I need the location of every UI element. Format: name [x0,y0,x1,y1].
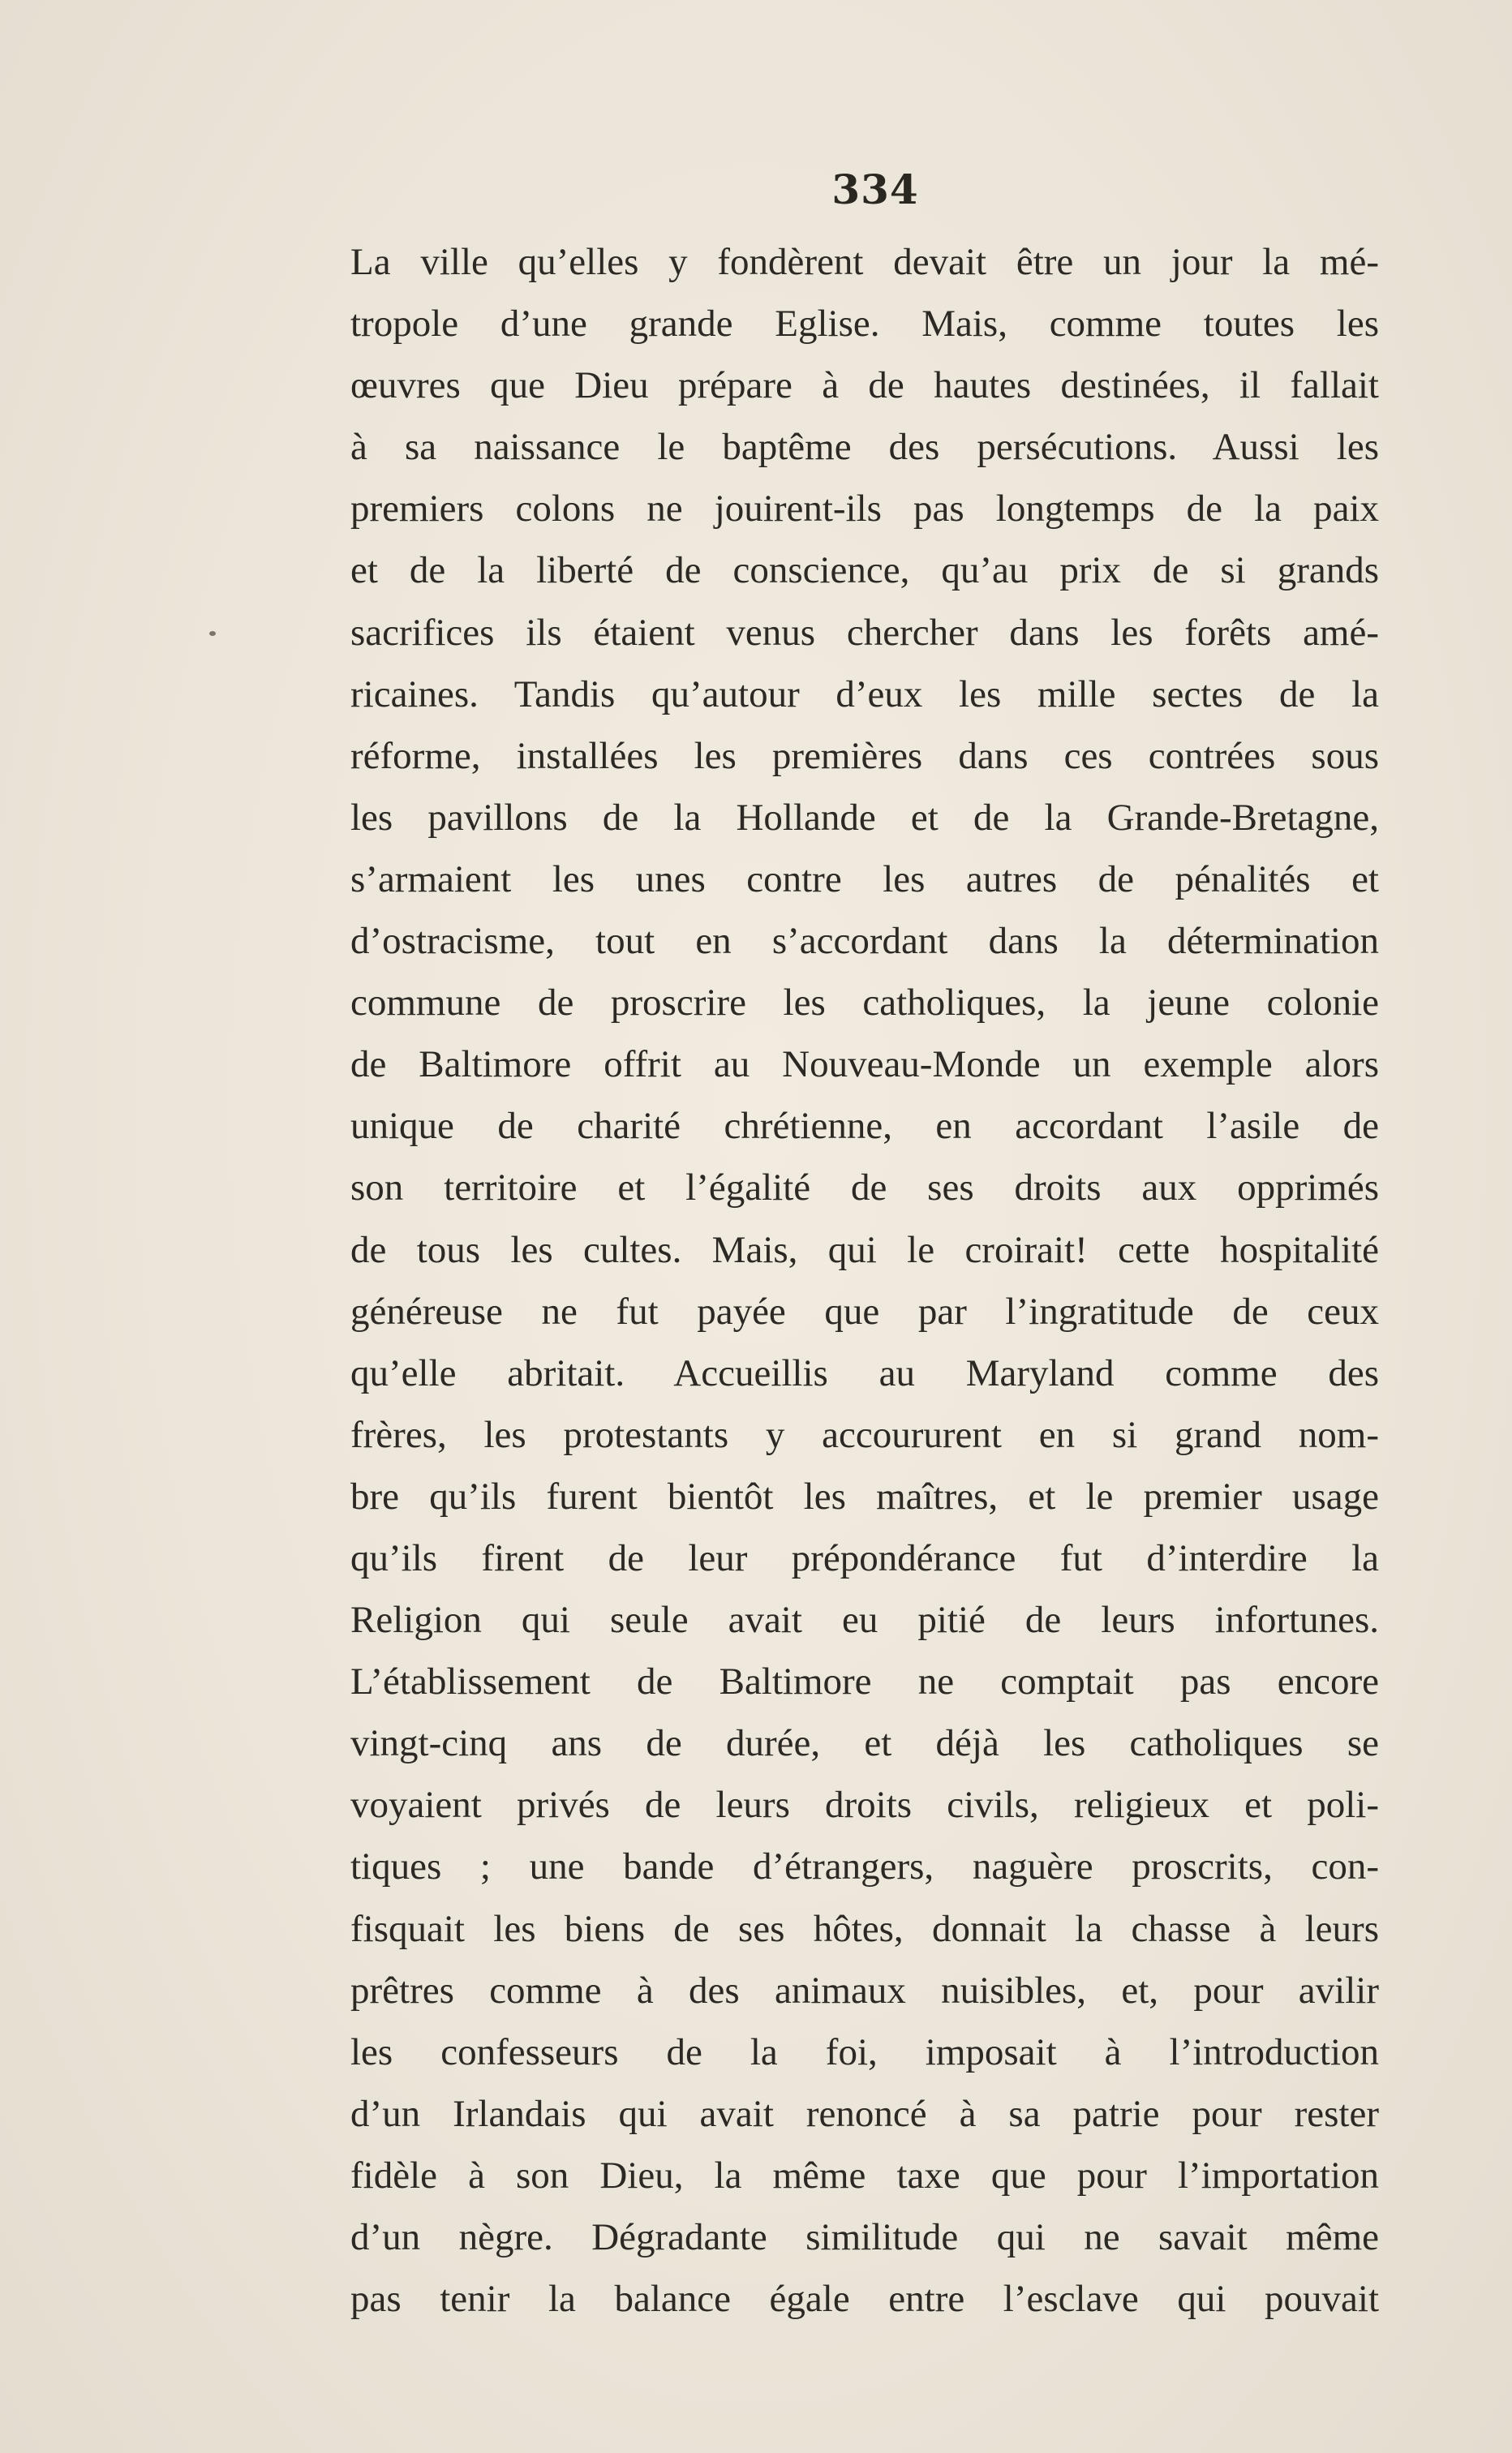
text-line: d’un nègre. Dégradante similitude qui ne savait même [350,2216,1379,2258]
text-line: La ville qu’elles y fondèrent devait être un jour la mé- [350,241,1379,283]
text-line: pas tenir la balance égale entre l’esclave qui pouvait [350,2278,1379,2321]
text-line: voyaient privés de leurs droits civils, religieux et poli- [350,1784,1379,1827]
text-line: ricaines. Tandis qu’autour d’eux les mille sectes de la [350,672,1379,715]
text-line: tiques ; une bande d’étrangers, naguère proscrits, con- [350,1845,1379,1888]
text-line: d’un Irlandais qui avait renoncé à sa patrie pour rester [350,2092,1379,2135]
text-line: à sa naissance le baptême des persécutions. Aussi les [350,426,1379,469]
text-line: sacrifices ils étaient venus chercher dans les forêts amé- [350,611,1379,654]
text-line: L’établissement de Baltimore ne comptait pas encore [350,1660,1379,1703]
text-line: commune de proscrire les catholiques, la jeune colonie [350,982,1379,1025]
text-line: premiers colons ne jouirent-ils pas longtemps de la paix [350,488,1379,531]
text-line: de Baltimore offrit au Nouveau-Monde un exemple alors [350,1043,1379,1086]
text-line: vingt-cinq ans de durée, et déjà les catholiques se [350,1722,1379,1765]
text-line: fisquait les biens de ses hôtes, donnait la chasse à leurs [350,1907,1379,1950]
text-line: de tous les cultes. Mais, qui le croirait! cette hospitalité [350,1228,1379,1271]
text-line: réforme, installées les premières dans ces contrées sous [350,734,1379,777]
page-number: 334 [831,165,919,213]
text-line: unique de charité chrétienne, en accordant l’asile de [350,1105,1379,1148]
text-line: qu’elle abritait. Accueillis au Maryland comme des [350,1351,1379,1394]
margin-ink-speck [209,631,216,636]
text-line: œuvres que Dieu prépare à de hautes destinées, il fallait [350,364,1379,407]
text-line: les pavillons de la Hollande et de la Grande-Bretagne, [350,796,1379,839]
body-text [350,231,1379,2330]
text-line: bre qu’ils furent bientôt les maîtres, et le premier usage [350,1475,1379,1518]
text-line: d’ostracisme, tout en s’accordant dans la détermination [350,920,1379,963]
text-line: prêtres comme à des animaux nuisibles, et, pour avilir [350,1969,1379,2012]
text-line: les confesseurs de la foi, imposait à l’introduction [350,2030,1379,2073]
text-line: qu’ils firent de leur prépondérance fut d’interdire la [350,1536,1379,1579]
text-line: généreuse ne fut payée que par l’ingratitude de ceux [350,1290,1379,1333]
text-line: son territoire et l’égalité de ses droits aux opprimés [350,1166,1379,1209]
text-line: tropole d’une grande Eglise. Mais, comme toutes les [350,303,1379,346]
text-line: s’armaient les unes contre les autres de pénalités et [350,857,1379,900]
text-line: frères, les protestants y accoururent en si grand nom- [350,1413,1379,1456]
text-line: et de la liberté de conscience, qu’au prix de si grands [350,549,1379,592]
text-line: fidèle à son Dieu, la même taxe que pour l’importation [350,2154,1379,2197]
text-line: Religion qui seule avait eu pitié de leurs infortunes. [350,1599,1379,1642]
